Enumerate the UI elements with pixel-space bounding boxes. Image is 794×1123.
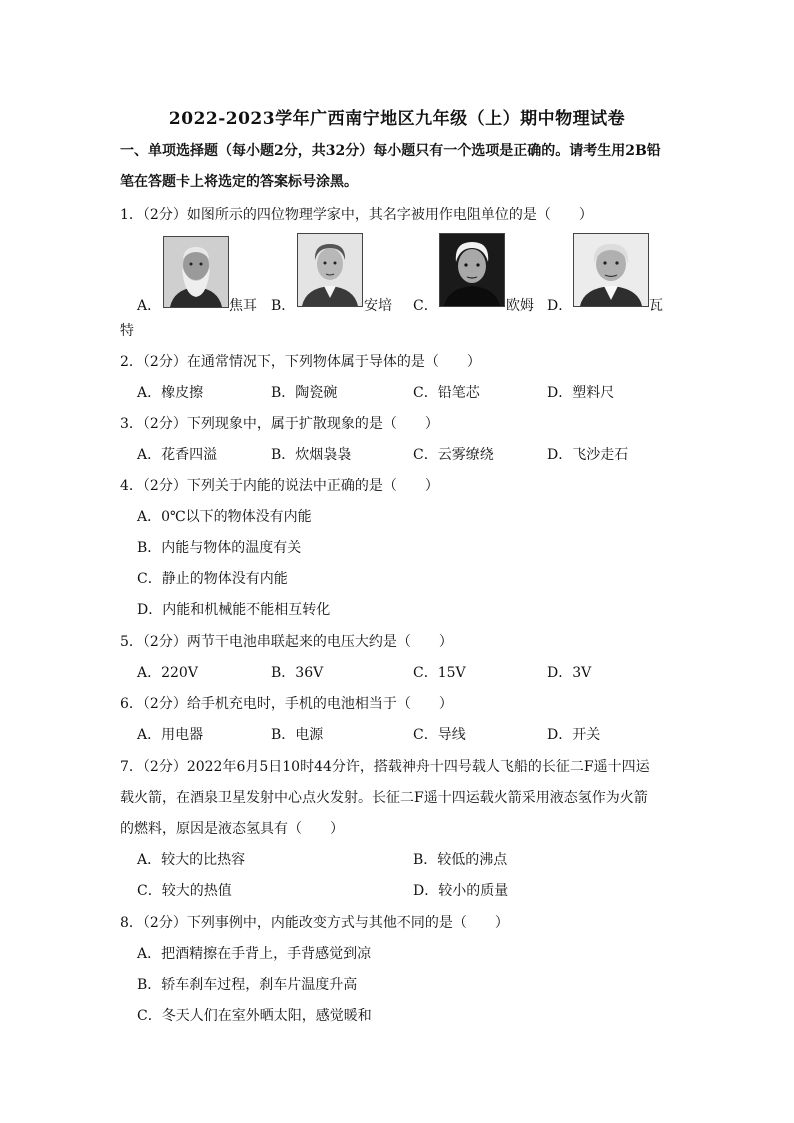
portrait-watt-image bbox=[573, 233, 649, 307]
q2-stem: 2．（2分）在通常情况下，下列物体属于导体的是（ ） bbox=[120, 354, 481, 370]
q7-option-c: C．较大的热值 bbox=[137, 883, 232, 899]
q1-option-a-name: 焦耳 bbox=[229, 298, 257, 314]
q7-stem-line1: 7．（2分）2022年6月5日10时44分许，搭载神舟十四号载人飞船的长征二F遥十四运 bbox=[120, 759, 650, 775]
q6-option-c: C．导线 bbox=[413, 727, 466, 743]
q3-stem: 3．（2分）下列现象中，属于扩散现象的是（ ） bbox=[120, 416, 439, 432]
q7-option-a: A．较大的比热容 bbox=[137, 852, 246, 868]
q2-option-c: C．铅笔芯 bbox=[413, 385, 480, 401]
q7-option-d: D．较小的质量 bbox=[413, 883, 509, 899]
section-instructions-line1: 一、单项选择题（每小题2分，共32分）每小题只有一个选项是正确的。请考生用2B铅 bbox=[120, 143, 661, 159]
q1-option-c-name: 欧姆 bbox=[506, 298, 534, 314]
q3-option-d: D．飞沙走石 bbox=[547, 447, 629, 463]
q1-option-c-prefix: C． bbox=[413, 298, 438, 314]
q1-stem: 1．（2分）如图所示的四位物理学家中，其名字被用作电阻单位的是（ ） bbox=[120, 207, 593, 223]
q1-option-d-prefix: D． bbox=[547, 298, 573, 314]
q1-option-b-prefix: B． bbox=[271, 298, 296, 314]
q3-option-c: C．云雾缭绕 bbox=[413, 447, 494, 463]
portrait-joule-image bbox=[163, 236, 229, 308]
q4-option-a: A．0℃以下的物体没有内能 bbox=[137, 509, 312, 525]
q7-stem-line3: 的燃料，原因是液态氢具有（ ） bbox=[120, 821, 344, 837]
q1-option-d-name: 瓦 bbox=[649, 298, 663, 314]
q5-option-d: D．3V bbox=[547, 665, 592, 681]
portrait-ohm-image bbox=[439, 233, 505, 307]
q4-option-d: D．内能和机械能不能相互转化 bbox=[137, 602, 331, 618]
q2-option-a: A．橡皮擦 bbox=[137, 385, 204, 401]
q8-option-c: C．冬天人们在室外晒太阳，感觉暖和 bbox=[137, 1008, 372, 1024]
q7-stem-line2: 载火箭，在酒泉卫星发射中心点火发射。长征二F遥十四运载火箭采用液态氢作为火箭 bbox=[120, 790, 648, 806]
q5-stem: 5．（2分）两节干电池串联起来的电压大约是（ ） bbox=[120, 634, 453, 650]
portrait-ampere-image bbox=[297, 233, 363, 307]
q3-option-b: B．炊烟袅袅 bbox=[271, 447, 352, 463]
q6-option-a: A．用电器 bbox=[137, 727, 204, 743]
q3-option-a: A．花香四溢 bbox=[137, 447, 218, 463]
q1-option-d-wrap: 特 bbox=[120, 323, 134, 339]
q4-option-b: B．内能与物体的温度有关 bbox=[137, 540, 302, 556]
page-title: 2022-2023学年广西南宁地区九年级（上）期中物理试卷 bbox=[168, 109, 626, 129]
q5-option-a: A．220V bbox=[137, 665, 198, 681]
q2-option-b: B．陶瓷碗 bbox=[271, 385, 338, 401]
q2-option-d: D．塑料尺 bbox=[547, 385, 615, 401]
q6-option-d: D．开关 bbox=[547, 727, 601, 743]
q4-option-c: C．静止的物体没有内能 bbox=[137, 571, 288, 587]
q1-option-b-name: 安培 bbox=[364, 298, 392, 314]
section-instructions-line2: 笔在答题卡上将选定的答案标号涂黑。 bbox=[120, 174, 358, 190]
q4-stem: 4．（2分）下列关于内能的说法中正确的是（ ） bbox=[120, 478, 439, 494]
q8-option-b: B．轿车刹车过程，刹车片温度升高 bbox=[137, 977, 358, 993]
q7-option-b: B．较低的沸点 bbox=[413, 852, 508, 868]
q5-option-c: C．15V bbox=[413, 665, 466, 681]
q1-option-a-prefix: A． bbox=[137, 298, 162, 314]
q6-stem: 6．（2分）给手机充电时，手机的电池相当于（ ） bbox=[120, 696, 453, 712]
q8-option-a: A．把酒精擦在手背上，手背感觉到凉 bbox=[137, 946, 372, 962]
q8-stem: 8．（2分）下列事例中，内能改变方式与其他不同的是（ ） bbox=[120, 915, 509, 931]
q5-option-b: B．36V bbox=[271, 665, 324, 681]
q6-option-b: B．电源 bbox=[271, 727, 324, 743]
